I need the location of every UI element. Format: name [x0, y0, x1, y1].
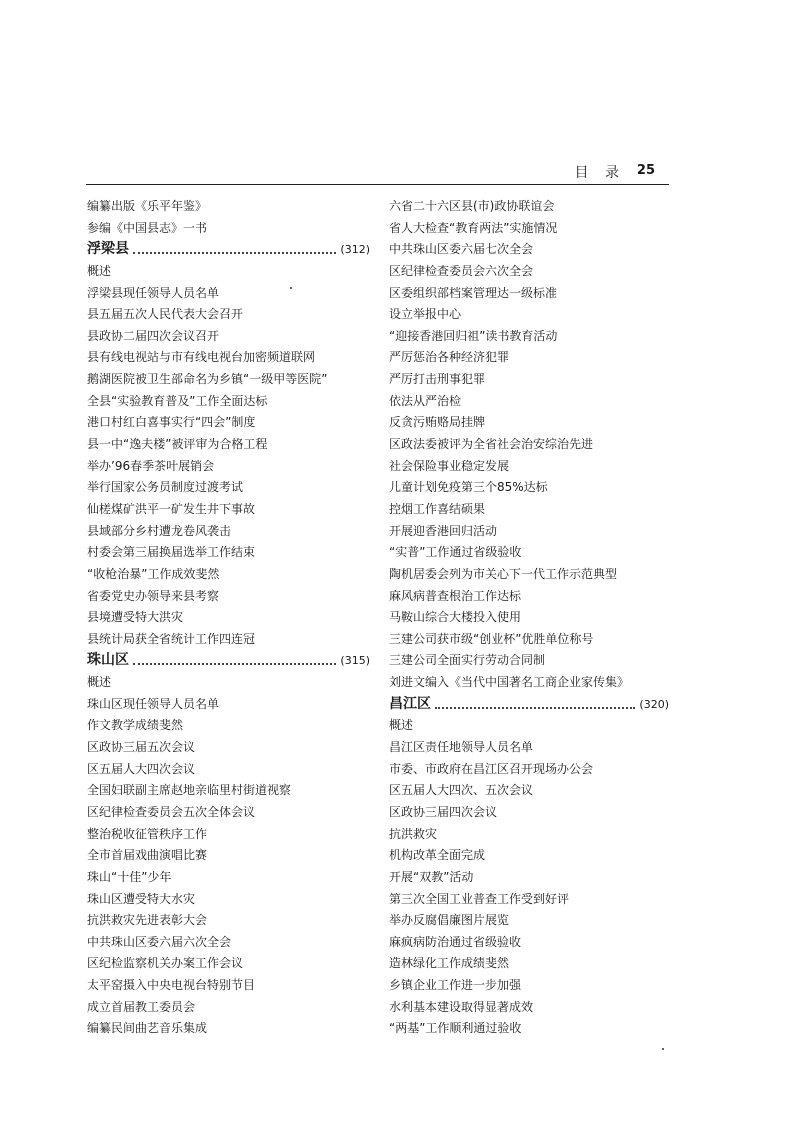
- header-page-number: 25: [636, 163, 655, 178]
- section-page-number: (320): [639, 697, 669, 711]
- toc-entry: 机构改革全面完成: [389, 848, 486, 863]
- toc-entry: 麻疯病防治通过省级验收: [389, 934, 522, 949]
- toc-entry: 三建公司全面实行劳动合同制: [389, 653, 546, 668]
- toc-section-heading: [87, 239, 370, 261]
- toc-entry: 县有线电视站与市有线电视台加密频道联网: [87, 350, 316, 365]
- toc-entry: 省人大检查“教育两法”实施情况: [389, 220, 558, 235]
- toc-entry: 抗洪救灾先进表彰大会: [87, 913, 208, 928]
- toc-section-heading: [87, 650, 370, 672]
- toc-entry: 县境遭受特大洪灾: [87, 610, 184, 625]
- toc-entry: 村委会第三届换届选举工作结束: [87, 545, 256, 560]
- section-title: 珠山区: [87, 652, 129, 669]
- toc-entry: 区五届人大四次会议: [87, 761, 196, 776]
- toc-entry: 港口村红白喜事实行“四会”制度: [87, 415, 256, 430]
- toc-right-column: [389, 196, 669, 1040]
- toc-entry: “实普”工作通过省级验收: [389, 545, 522, 560]
- toc-entry: 举行国家公务员制度过渡考试: [87, 480, 244, 495]
- toc-entry: 省委党史办领导来县考察: [87, 588, 220, 603]
- header-title: 目 录: [574, 165, 625, 181]
- page-header: [86, 160, 669, 185]
- toc-entry: 中共珠山区委六届六次全会: [87, 934, 232, 949]
- toc-entry: 中共珠山区委六届七次全会: [389, 242, 534, 257]
- toc-entry: 儿童计划免疫第三个85%达标: [389, 480, 548, 495]
- leader-dots: [133, 252, 336, 254]
- toc-entry: 社会保险事业稳定发展: [389, 458, 510, 473]
- toc-entry: 控烟工作喜结硕果: [389, 501, 486, 516]
- toc-entry: 造林绿化工作成绩斐然: [389, 956, 510, 971]
- toc-entry: 水利基本建设取得显著成效: [389, 999, 534, 1014]
- toc-entry: 乡镇企业工作进一步加强: [389, 978, 522, 993]
- scan-speck: [662, 1048, 664, 1050]
- toc-entry: 县五届五次人民代表大会召开: [87, 307, 244, 322]
- toc-entry: 抗洪救灾: [389, 826, 438, 841]
- toc-entry: 县一中“逸夫楼”被评审为合格工程: [87, 437, 268, 452]
- toc-entry: 参编《中国县志》一书: [87, 220, 208, 235]
- section-title: 昌江区: [389, 695, 431, 712]
- toc-entry: 区五届人大四次、五次会议: [389, 783, 534, 798]
- toc-entry: 鹅湖医院被卫生部命名为乡镇“一级甲等医院”: [87, 372, 328, 387]
- toc-entry: 区政协三届四次会议: [389, 804, 498, 819]
- toc-entry: 市委、市政府在昌江区召开现场办公会: [389, 761, 594, 776]
- toc-entry: 区纪检监察机关办案工作会议: [87, 956, 244, 971]
- toc-entry: 马鞍山综合大楼投入使用: [389, 610, 522, 625]
- leader-dots: [133, 663, 336, 665]
- section-title: 浮梁县: [87, 241, 129, 258]
- toc-entry: 举办’96春季茶叶展销会: [87, 458, 215, 473]
- section-page-number: (312): [340, 243, 370, 257]
- toc-entry: 县政协二届四次会议召开: [87, 328, 220, 343]
- toc-entry: 仙槎煤矿洪平一矿发生井下事故: [87, 501, 256, 516]
- toc-entry: 陶机居委会列为市关心下一代工作示范典型: [389, 566, 618, 581]
- toc-entry: 区政法委被评为全省社会治安综治先进: [389, 437, 594, 452]
- toc-entry: 区纪律检查委员会六次全会: [389, 263, 534, 278]
- toc-entry: 概述: [389, 718, 414, 733]
- toc-entry: “迎接香港回归祖”读书教育活动: [389, 328, 558, 343]
- toc-entry: 区政协三届五次会议: [87, 740, 196, 755]
- toc-entry: 依法从严治检: [389, 393, 462, 408]
- toc-entry: 成立首届教工委员会: [87, 999, 196, 1014]
- toc-entry: 麻风病普查根治工作达标: [389, 588, 522, 603]
- toc-entry: 区纪律检查委员会五次全体会议: [87, 804, 256, 819]
- section-page-number: (315): [340, 654, 370, 668]
- toc-entry: 开展“双教”活动: [389, 869, 474, 884]
- toc-entry: 严厉打击刑事犯罪: [389, 372, 486, 387]
- toc-entry: “两基”工作顺利通过验收: [389, 1021, 522, 1036]
- toc-entry: 三建公司获市级“创业杯”优胜单位称号: [389, 631, 594, 646]
- toc-entry: 县统计局获全省统计工作四连冠: [87, 631, 256, 646]
- toc-entry: 编纂民间曲艺音乐集成: [87, 1021, 208, 1036]
- toc-section-heading: [389, 694, 669, 716]
- toc-entry: 县域部分乡村遭龙卷风袭击: [87, 523, 232, 538]
- toc-entry: 第三次全国工业普查工作受到好评: [389, 891, 570, 906]
- toc-entry: 珠山“十佳”少年: [87, 869, 172, 884]
- scan-speck: [290, 287, 292, 289]
- toc-entry: 珠山区现任领导人员名单: [87, 696, 220, 711]
- toc-entry: 概述: [87, 675, 112, 690]
- toc-entry: 刘进文编入《当代中国著名工商企业家传集》: [389, 675, 630, 690]
- toc-entry: 举办反腐倡廉图片展览: [389, 913, 510, 928]
- toc-entry: 反贪污贿赂局挂牌: [389, 415, 486, 430]
- toc-entry: 昌江区责任地领导人员名单: [389, 740, 534, 755]
- leader-dots: [435, 707, 635, 709]
- toc-entry: 全国妇联副主席赵地亲临里村街道视察: [87, 783, 292, 798]
- toc-entry: 作文教学成绩斐然: [87, 718, 184, 733]
- toc-entry: “收枪治暴”工作成效斐然: [87, 566, 220, 581]
- toc-entry: 概述: [87, 263, 112, 278]
- toc-entry: 编纂出版《乐平年鉴》: [87, 199, 208, 213]
- toc-entry: 浮梁县现任领导人员名单: [87, 285, 220, 300]
- toc-left-column: [87, 196, 370, 1040]
- toc-entry: 设立举报中心: [389, 307, 462, 322]
- toc-entry: 六省二十六区县(市)政协联谊会: [389, 199, 555, 213]
- toc-entry: 开展迎香港回归活动: [389, 523, 498, 538]
- toc-entry: 珠山区遭受特大水灾: [87, 891, 196, 906]
- toc-entry: 全县“实验教育普及”工作全面达标: [87, 393, 268, 408]
- toc-entry: 太平窑摄入中央电视台特别节目: [87, 978, 256, 993]
- toc-entry: 区委组织部档案管理达一级标准: [389, 285, 558, 300]
- toc-entry: 全市首届戏曲演唱比赛: [87, 848, 208, 863]
- toc-entry: 严厉惩治各种经济犯罪: [389, 350, 510, 365]
- toc-entry: 整治税收征管秩序工作: [87, 826, 208, 841]
